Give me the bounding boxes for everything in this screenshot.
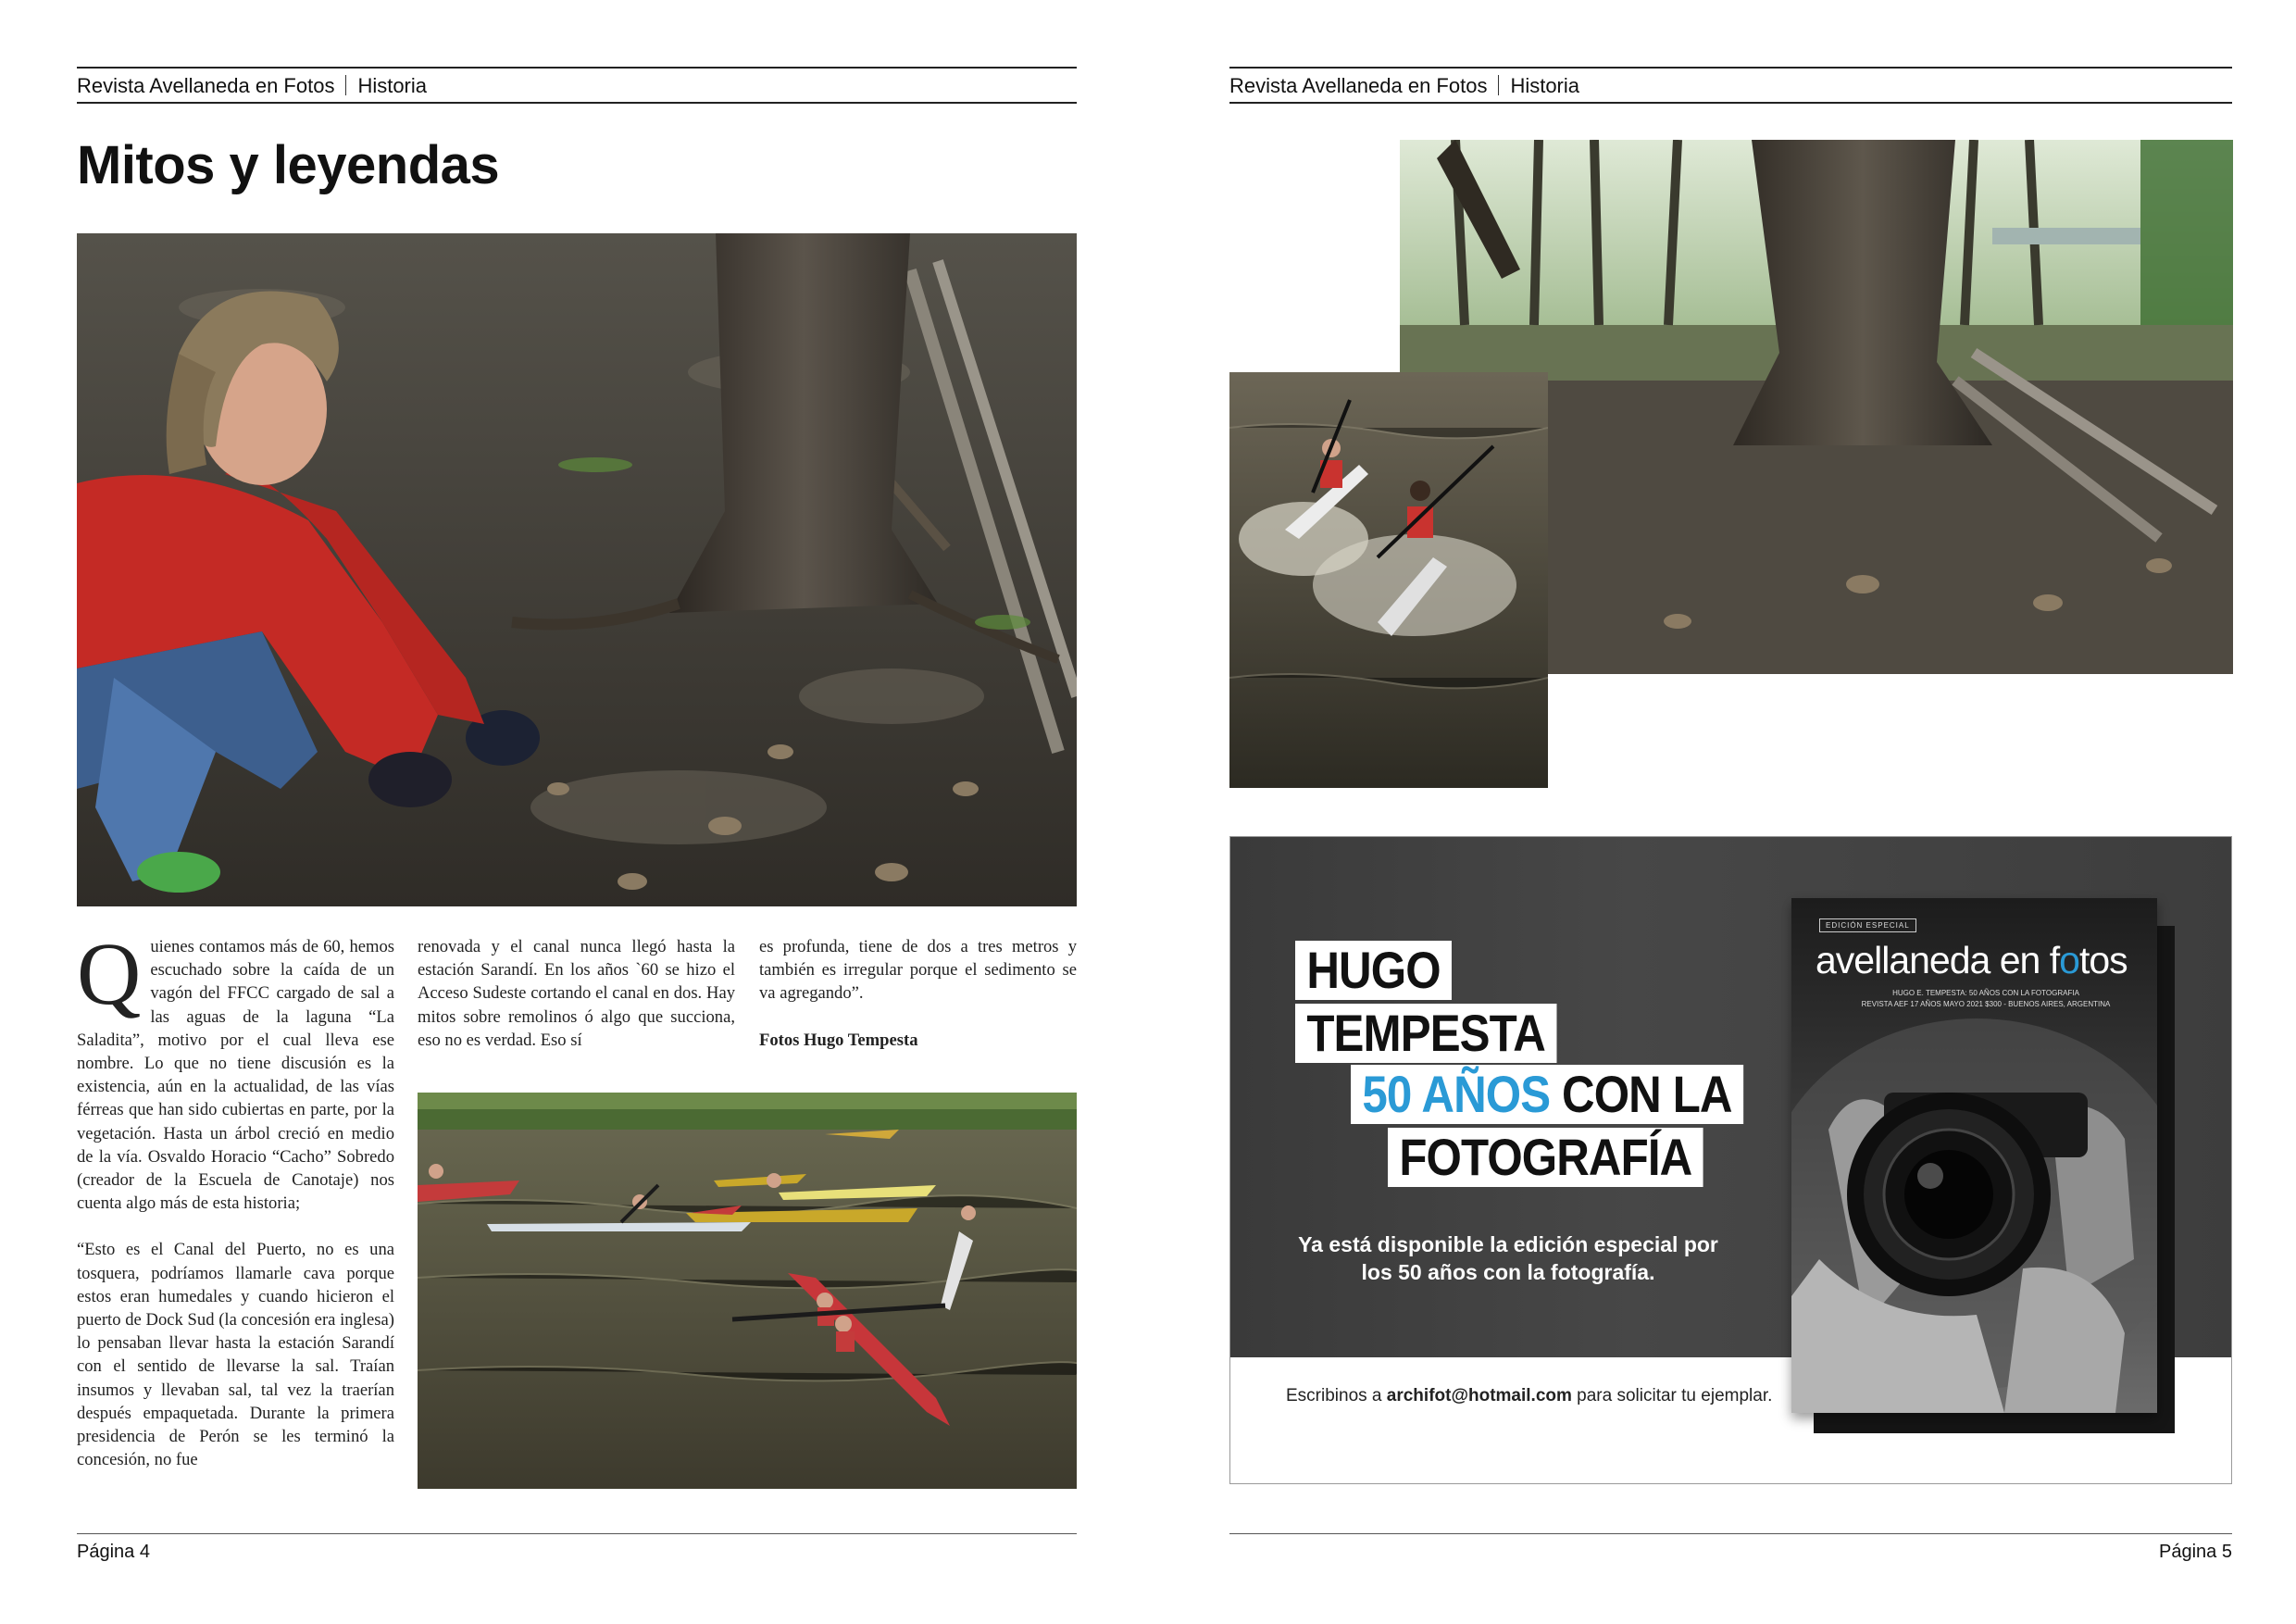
- text-column-2: [418, 935, 735, 1075]
- magazine-cover: [1791, 898, 2157, 1413]
- ad-headline-line-3: 50 AÑOS CON LA: [1351, 1065, 1743, 1124]
- ad-highlight-50-years: 50 AÑOS: [1362, 1065, 1551, 1123]
- running-header: [1229, 74, 1579, 98]
- magazine-name: Revista Avellaneda en Fotos: [1229, 74, 1488, 97]
- ad-headline-line-2: TEMPESTA: [1295, 1004, 1556, 1063]
- photo-illustration: [77, 233, 1077, 906]
- paragraph-2: “Esto es el Canal del Puerto, no es una tosquera, podríamos llamarle cava porque estos eran humedales y cuando hicieron el puerto de Dock Sud (la concesión era inglesa) lo pensaban llevar hasta la estación Sarandí con el sentido de llevarse la sal. Traían insumos y llevaban sal, tal vez la traerían después empaquetada. Durante la primera presidencia de Perón se les terminó la concesión, no fue: [77, 1240, 394, 1470]
- paragraph-4: es profunda, tiene de dos a tres metros y también es irregular porque el sedimento se va agregando”.: [759, 937, 1077, 1004]
- drop-cap: Q: [77, 924, 142, 1023]
- header-separator: [1498, 75, 1499, 95]
- ad-headline-line-4: FOTOGRAFÍA: [1388, 1128, 1703, 1187]
- running-header: [77, 74, 427, 98]
- photo-kayak-group: [418, 1093, 1077, 1489]
- section-name: Historia: [357, 74, 428, 97]
- paragraph-3: renovada y el canal nunca llegó hasta la estación Sarandí. En los años `60 se hizo el Acceso Sudeste cortando el canal en dos. Hay mitos sobre remolinos ó algo que succiona, eso no es verdad. Eso sí: [418, 937, 735, 1050]
- header-separator: [345, 75, 346, 95]
- footer-rule: [1229, 1533, 2232, 1534]
- header-rule-top: [1229, 67, 2232, 69]
- header-rule-bottom: [77, 102, 1077, 104]
- ad-contact-line: Escribinos a archifot@hotmail.com para solicitar tu ejemplar.: [1286, 1386, 1773, 1405]
- section-name: Historia: [1510, 74, 1580, 97]
- footer-rule: [77, 1533, 1077, 1534]
- right-page: [1148, 0, 2296, 1624]
- page-title: Mitos y leyendas: [77, 135, 500, 195]
- ad-email-link[interactable]: archifot@hotmail.com: [1386, 1386, 1572, 1405]
- cover-subline-2: REVISTA AEF 17 AÑOS MAYO 2021 $300 - BUENOS AIRES, ARGENTINA: [1861, 1000, 2111, 1008]
- page-number: Página 4: [77, 1542, 150, 1562]
- cover-title: avellaneda en fotos: [1816, 939, 2128, 981]
- header-rule-top: [77, 67, 1077, 69]
- photo-two-kayakers: [1229, 372, 1548, 788]
- photo-illustration: [1229, 372, 1548, 788]
- photo-illustration: [418, 1093, 1077, 1489]
- cover-photographer-camera: [1791, 1018, 2157, 1413]
- magazine-name: Revista Avellaneda en Fotos: [77, 74, 335, 97]
- advertisement-special-edition[interactable]: [1229, 836, 2232, 1484]
- main-photo-man-by-tree: [77, 233, 1077, 906]
- ad-subtitle: Ya está disponible la edición especial por los 50 años con la fotografía.: [1298, 1232, 1718, 1284]
- header-rule-bottom: [1229, 102, 2232, 104]
- page-number: Página 5: [2159, 1542, 2232, 1562]
- paragraph-1: uienes contamos más de 60, hemos escuchado sobre la caída de un vagón del FFCC cargado de sal a las aguas de la laguna “La Saladita”, motivo por el cual lleva ese nombre. Lo que no tiene discusión es la existencia, aún en la actualidad, de las vías férreas que han sido cubiertas en parte, por la vegetación. Hasta un árbol creció en medio de la vía. Osvaldo Horacio “Cacho” Sobredo (creador de la Escuela de Canotaje) nos cuenta algo más de esta historia;: [77, 937, 394, 1214]
- cover-badge: EDICIÓN ESPECIAL: [1819, 918, 1916, 932]
- cover-subline-1: HUGO E. TEMPESTA: 50 AÑOS CON LA FOTOGRAFIA: [1892, 989, 2079, 997]
- text-column-3: [759, 935, 1077, 1075]
- text-column-1: [77, 924, 394, 1494]
- photo-credit: Fotos Hugo Tempesta: [759, 1030, 918, 1050]
- ad-headline-line-1: HUGO: [1295, 941, 1452, 1000]
